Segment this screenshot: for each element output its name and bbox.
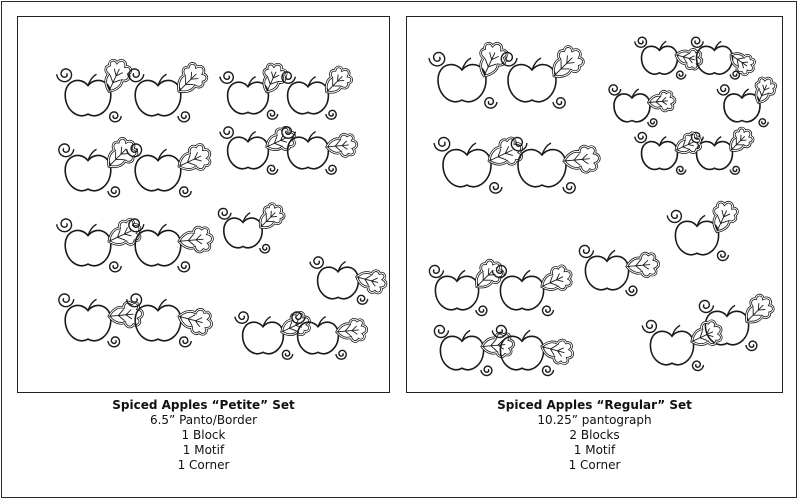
leaf-motif — [724, 124, 757, 157]
apple-motif — [614, 89, 650, 122]
apple-motif — [697, 137, 733, 170]
leaf-motif — [277, 309, 314, 342]
leaf-motif — [648, 90, 676, 112]
petite-set-line-2: 1 Block — [181, 428, 226, 442]
swirl-motif — [746, 341, 757, 350]
swirl-motif — [178, 262, 190, 272]
leaf-motif — [326, 133, 358, 158]
swirl-motif — [648, 119, 657, 127]
leaf-motif — [468, 256, 507, 295]
regular-set-line-3: 1 Motif — [573, 443, 616, 457]
apple-motif — [440, 330, 483, 369]
leaf-motif — [253, 200, 288, 235]
leaf-motif — [170, 59, 211, 100]
swirl-motif — [434, 138, 450, 151]
swirl-motif — [492, 325, 506, 337]
swirl-motif — [642, 320, 656, 332]
swirl-motif — [260, 245, 270, 253]
swirl-motif — [180, 337, 192, 347]
leaf-motif — [687, 317, 726, 352]
leaf-motif — [738, 291, 777, 330]
leaf-motif — [336, 318, 368, 343]
swirl-motif — [357, 295, 367, 304]
apple-motif — [642, 137, 678, 170]
swirl-motif — [693, 361, 704, 370]
swirl-motif — [267, 165, 277, 174]
apple-motif — [650, 325, 693, 364]
swirl-motif — [110, 112, 122, 122]
swirl-motif — [220, 72, 233, 83]
swirl-motif — [57, 69, 72, 82]
regular-set-title: Spiced Apples “Regular” Set — [497, 398, 692, 412]
swirl-motif — [108, 337, 120, 347]
swirl-motif — [759, 119, 768, 127]
swirl-motif — [677, 71, 686, 79]
apple-motif — [518, 143, 566, 187]
swirl-motif — [543, 366, 554, 375]
leaf-motif — [563, 145, 601, 174]
petite-set-line-4: 1 Corner — [177, 458, 230, 472]
swirl-motif — [730, 71, 739, 79]
swirl-motif — [667, 210, 681, 222]
apple-motif — [508, 58, 556, 102]
leaf-motif — [626, 252, 660, 278]
apple-motif — [228, 132, 269, 169]
apple-motif — [135, 299, 181, 341]
leaf-motif — [539, 335, 576, 366]
leaf-motif — [354, 266, 389, 295]
swirl-motif — [635, 133, 647, 143]
swirl-motif — [326, 110, 336, 119]
swirl-motif — [108, 187, 120, 197]
swirl-motif — [553, 98, 565, 108]
regular-set-line-4: 1 Corner — [568, 458, 621, 472]
leaf-motif — [319, 63, 356, 100]
petite-set-line-3: 1 Motif — [182, 443, 225, 457]
swirl-motif — [282, 350, 292, 359]
swirl-motif — [434, 325, 448, 337]
swirl-motif — [59, 144, 74, 157]
swirl-motif — [59, 294, 74, 307]
swirl-motif — [110, 262, 122, 272]
apple-motif — [675, 215, 718, 254]
apple-motif — [585, 250, 628, 289]
apple-motif — [288, 77, 329, 114]
apple-motif — [65, 224, 111, 266]
swirl-motif — [692, 37, 704, 47]
swirl-motif — [178, 112, 190, 122]
regular-set-line-1: 10.25” pantograph — [537, 413, 652, 427]
swirl-motif — [220, 127, 233, 138]
apple-motif — [705, 305, 748, 344]
swirl-motif — [129, 69, 144, 82]
swirl-motif — [429, 265, 443, 277]
apple-motif — [228, 77, 269, 114]
swirl-motif — [127, 294, 142, 307]
leaf-motif — [257, 60, 290, 97]
swirl-motif — [501, 53, 517, 66]
swirl-motif — [218, 208, 231, 219]
apple-motif — [435, 270, 478, 309]
swirl-motif — [336, 350, 346, 359]
apple-motif — [65, 149, 111, 191]
leaf-motif — [178, 226, 214, 254]
swirl-motif — [730, 166, 739, 174]
leaf-motif — [472, 38, 511, 81]
swirl-motif — [699, 300, 713, 312]
petite-set-line-1: 6.5” Panto/Border — [149, 413, 258, 427]
swirl-motif — [626, 286, 637, 295]
regular-set-panel — [406, 16, 783, 393]
regular-set-caption — [406, 398, 783, 473]
apple-motif — [642, 41, 678, 74]
petite-set-caption — [17, 398, 390, 473]
apple-motif — [243, 317, 284, 354]
leaf-motif — [706, 198, 741, 237]
swirl-motif — [267, 110, 277, 119]
apple-motif — [443, 143, 491, 187]
apple-motif — [438, 58, 486, 102]
swirl-motif — [718, 251, 729, 260]
leaf-motif — [483, 134, 526, 173]
regular-set-artwork — [407, 17, 784, 394]
leaf-motif — [537, 262, 576, 297]
apple-motif — [65, 299, 111, 341]
swirl-motif — [490, 183, 502, 193]
leaf-motif — [174, 141, 215, 178]
swirl-motif — [563, 183, 575, 193]
apple-motif — [135, 224, 181, 266]
apple-motif — [135, 149, 181, 191]
leaf-motif — [262, 124, 299, 157]
apple-motif — [500, 270, 543, 309]
swirl-motif — [485, 98, 497, 108]
swirl-motif — [310, 257, 323, 268]
apple-motif — [318, 262, 359, 299]
apple-motif — [65, 74, 111, 116]
swirl-motif — [543, 306, 554, 315]
swirl-motif — [57, 219, 72, 232]
swirl-motif — [180, 187, 192, 197]
petite-set-artwork — [18, 17, 391, 394]
swirl-motif — [635, 37, 647, 47]
swirl-motif — [326, 165, 336, 174]
swirl-motif — [235, 312, 248, 323]
leaf-motif — [545, 42, 589, 86]
petite-set-title: Spiced Apples “Petite” Set — [112, 398, 295, 412]
swirl-motif — [579, 245, 593, 257]
apple-motif — [500, 330, 543, 369]
leaf-motif — [750, 74, 779, 106]
regular-set-line-2: 2 Blocks — [569, 428, 620, 442]
apple-motif — [224, 213, 262, 248]
petite-set-panel — [17, 16, 390, 393]
swirl-motif — [609, 85, 621, 95]
swirl-motif — [717, 85, 729, 95]
swirl-motif — [481, 366, 492, 375]
swirl-motif — [677, 166, 686, 174]
leaf-motif — [176, 304, 215, 337]
swirl-motif — [429, 53, 445, 66]
swirl-motif — [476, 306, 487, 315]
apple-motif — [135, 74, 181, 116]
